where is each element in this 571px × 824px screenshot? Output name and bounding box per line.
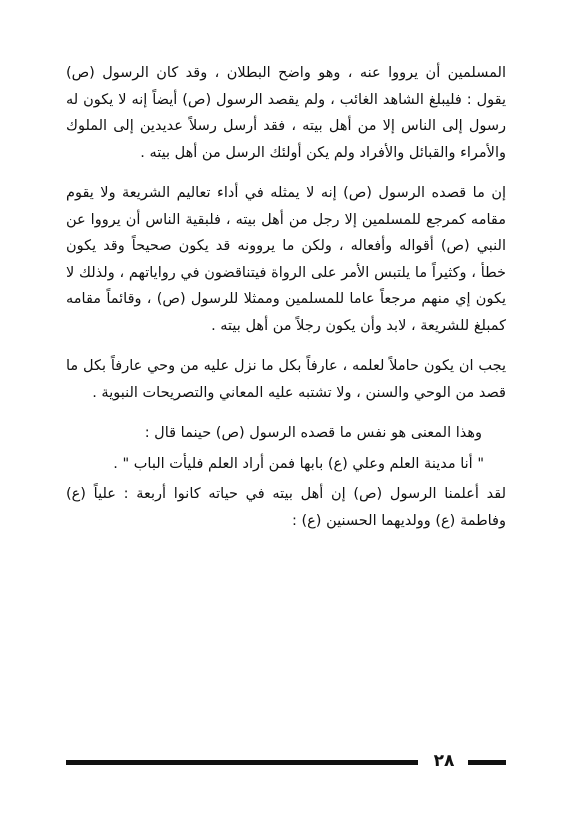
paragraph-3: يجب ان يكون حاملاً لعلمه ، عارفاً بكل ما نزل عليه من وحي عارفاً بكل ما قصد من الوحي والسنن ، ولا تشتبه عليه المعاني والتصريحات النبوية . — [66, 358, 506, 401]
page-body — [66, 60, 506, 760]
page-number: ٢٨ — [433, 751, 455, 771]
hadith-quote: " أنا مدينة العلم وعلي (ع) بابها فمن أراد العلم فليأت الباب " . — [113, 455, 484, 472]
paragraph-6: لقد أعلمنا الرسول (ص) إن أهل بيته في حياته كانوا أربعة : علياً (ع) وفاطمة (ع) وولديهما الحسنين (ع) : — [66, 486, 506, 529]
footer-rule-short — [468, 760, 506, 765]
footer-rule-long — [66, 760, 418, 765]
paragraph-2: إن ما قصده الرسول (ص) إنه لا يمثله في أداء تعاليم الشريعة ولا يقوم مقامه كمرجع للمسلمين إلا رجل من أهل بيته ، فلبقية الناس أن يرووا عن النبي (ص) أقواله وأفعاله ، ولكن ما يروونه قد يكون صحيحاً وقد يكون خطأ ، وكثيراً ما يلتبس الأمر على الرواة فيتناقضون في رواياتهم ، ولذلك لا يكون إي منهم مرجعاً عاما للمسلمين وممثلا للرسول (ص) ، وقائماً مقامه كمبلغ للشريعة ، لابد وأن يكون رجلاً من أهل بيته . — [66, 185, 506, 334]
paragraph-1: المسلمين أن يرووا عنه ، وهو واضح البطلان ، وقد كان الرسول (ص) يقول : فليبلغ الشاهد الغائب ، ولم يقصد الرسول (ص) أيضاً إنه لا يكون له رسول إلى الناس إلا من أهل بيته ، فقد أرسل رسلاً عديدين إلى الملوك والأمراء والقبائل والأفراد ولم يكن أولئك الرسل من أهل بيته . — [66, 65, 506, 161]
paragraph-4: وهذا المعنى هو نفس ما قصده الرسول (ص) حينما قال : — [144, 425, 482, 441]
page-footer — [66, 752, 506, 772]
